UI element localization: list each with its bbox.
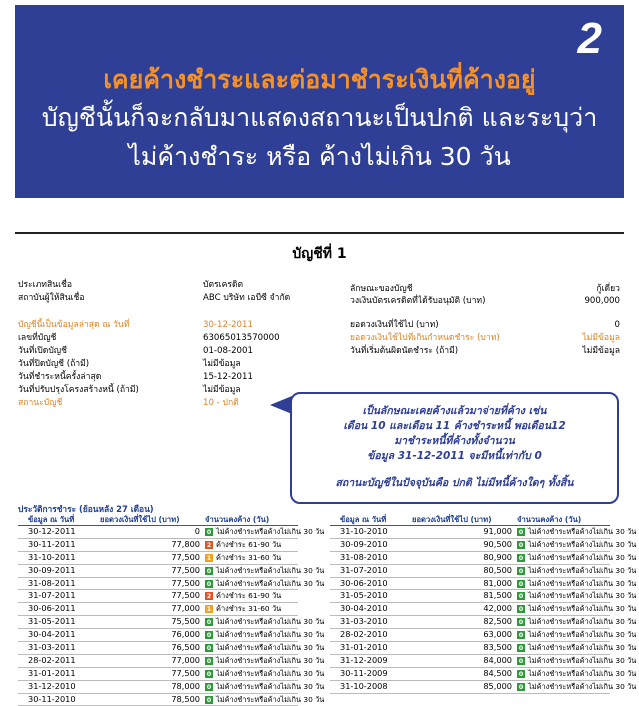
label-close-date: วันที่ปิดบัญชี (ถ้ามี) bbox=[18, 359, 90, 369]
row-amount: 76,500 bbox=[171, 642, 200, 653]
callout-line-2: เดือน 10 และเดือน 11 ค้างชำระหนี้ พอเดือน12 bbox=[343, 420, 566, 432]
status-code-badge: 2 bbox=[206, 540, 212, 549]
row-amount: 77,800 bbox=[171, 538, 200, 549]
row-status-text: ไม่ค้างชำระหรือค้างไม่เกิน 30 วัน bbox=[216, 655, 325, 665]
account-title: บัญชีที่ 1 bbox=[292, 246, 347, 262]
label-default-start: วันที่เริ่มต้นผิดนัดชำระ (ถ้ามี) bbox=[350, 346, 459, 356]
history-row bbox=[18, 629, 325, 642]
value-open-date: 01-08-2001 bbox=[203, 346, 253, 356]
row-date: 30-09-2011 bbox=[28, 564, 76, 575]
row-amount: 84,500 bbox=[483, 667, 512, 678]
row-status-text: ไม่ค้างชำระหรือค้างไม่เกิน 30 วัน bbox=[216, 617, 325, 627]
history-row bbox=[330, 667, 637, 681]
callout-line-5: สถานะบัญชีในปัจจุบันคือ ปกติ ไม่มีหนี้ค้างใดๆ ทั้งสิ้น bbox=[335, 477, 574, 489]
row-amount: 80,500 bbox=[483, 564, 512, 575]
status-code-badge: 0 bbox=[518, 540, 524, 549]
row-status-text: ไม่ค้างชำระหรือค้างไม่เกิน 30 วัน bbox=[528, 578, 637, 588]
row-status-text: ค้างชำระ 61-90 วัน bbox=[216, 539, 282, 549]
label-account-no: เลขที่บัญชี bbox=[18, 333, 57, 343]
history-row bbox=[330, 526, 637, 539]
row-status-text: ไม่ค้างชำระหรือค้างไม่เกิน 30 วัน bbox=[216, 527, 325, 536]
row-amount: 81,500 bbox=[483, 590, 512, 601]
banner-headline: เคยค้างชำระและต่อมาชำระเงินที่ค้างอยู่ bbox=[103, 65, 536, 94]
label-latest-date: บัญชีนี้เป็นข้อมูลล่าสุด ณ วันที่ bbox=[18, 320, 130, 330]
value-restructure: ไม่มีข้อมูล bbox=[203, 385, 241, 395]
row-date: 30-04-2010 bbox=[340, 603, 388, 614]
row-date: 31-05-2011 bbox=[28, 616, 76, 627]
row-amount: 84,000 bbox=[483, 654, 512, 665]
history-row bbox=[18, 616, 325, 629]
step-number: 2 bbox=[577, 14, 602, 63]
history-row bbox=[330, 564, 637, 578]
history-row bbox=[18, 539, 298, 552]
status-code-badge: 0 bbox=[206, 579, 212, 588]
row-status-text: ไม่ค้างชำระหรือค้างไม่เกิน 30 วัน bbox=[216, 578, 325, 588]
row-date: 30-09-2010 bbox=[340, 538, 388, 549]
row-status-text: ไม่ค้างชำระหรือค้างไม่เกิน 30 วัน bbox=[528, 668, 637, 678]
status-code-badge: 0 bbox=[518, 644, 524, 653]
value-product-type: บัตรเครดิต bbox=[203, 280, 244, 290]
row-status-text: ไม่ค้างชำระหรือค้างไม่เกิน 30 วัน bbox=[216, 681, 325, 691]
row-status-text: ไม่ค้างชำระหรือค้างไม่เกิน 30 วัน bbox=[528, 591, 637, 601]
history-row bbox=[18, 680, 325, 694]
history-row bbox=[18, 642, 325, 655]
callout-line-3: มาชำระหนี้ที่ค้างทั้งจำนวน bbox=[394, 435, 515, 447]
row-amount: 91,000 bbox=[483, 526, 512, 536]
row-date: 31-01-2011 bbox=[28, 667, 76, 678]
row-date: 31-10-2011 bbox=[28, 551, 76, 562]
history-header bbox=[18, 514, 298, 526]
history-row bbox=[330, 642, 637, 655]
history-row bbox=[18, 603, 298, 616]
row-amount: 77,500 bbox=[171, 577, 200, 588]
header-banner bbox=[15, 5, 624, 198]
history-table-right bbox=[330, 514, 637, 694]
status-code-badge: 0 bbox=[518, 618, 524, 627]
row-status-text: ไม่ค้างชำระหรือค้างไม่เกิน 30 วัน bbox=[528, 552, 637, 562]
status-code-badge: 0 bbox=[206, 669, 212, 678]
row-status-text: ไม่ค้างชำระหรือค้างไม่เกิน 30 วัน bbox=[216, 630, 325, 640]
header-status: จำนวนคงค้าง (วัน) bbox=[205, 515, 270, 524]
history-row bbox=[330, 654, 637, 668]
row-status-text: ค้างชำระ 61-90 วัน bbox=[216, 591, 282, 601]
row-amount: 75,500 bbox=[171, 616, 200, 627]
value-close-date: ไม่มีข้อมูล bbox=[203, 359, 241, 369]
status-code-badge: 0 bbox=[518, 579, 524, 588]
row-date: 31-10-2008 bbox=[340, 680, 388, 691]
explanation-callout bbox=[290, 392, 619, 504]
header-amount: ยอดวงเงินที่ใช้ไป (บาท) bbox=[100, 515, 180, 524]
row-status-text: ไม่ค้างชำระหรือค้างไม่เกิน 30 วัน bbox=[216, 565, 325, 575]
row-amount: 42,000 bbox=[483, 603, 512, 614]
header-amount: ยอดวงเงินที่ใช้ไป (บาท) bbox=[412, 515, 492, 524]
value-status: 10 - ปกติ bbox=[203, 398, 239, 408]
status-code-badge: 0 bbox=[206, 656, 212, 665]
status-code-badge: 0 bbox=[206, 528, 212, 536]
label-last-payment: วันที่ชำระหนี้ครั้งล่าสุด bbox=[18, 372, 102, 382]
value-account-no: 63065013570000 bbox=[203, 333, 280, 343]
row-date: 30-06-2010 bbox=[340, 577, 388, 588]
row-status-text: ไม่ค้างชำระหรือค้างไม่เกิน 30 วัน bbox=[528, 604, 637, 614]
status-code-badge: 0 bbox=[206, 695, 212, 704]
history-table-left bbox=[18, 514, 325, 706]
history-row bbox=[330, 577, 637, 591]
row-date: 31-10-2010 bbox=[340, 526, 388, 536]
label-overdue: ยอดวงเงินใช้ไปที่เกินกำหนดชำระ (บาท) bbox=[350, 333, 500, 343]
row-date: 31-03-2010 bbox=[340, 616, 388, 627]
label-restructure: วันที่ปรับปรุงโครงสร้างหนี้ (ถ้ามี) bbox=[18, 385, 139, 395]
status-code-badge: 0 bbox=[206, 631, 212, 640]
row-status-text: ไม่ค้างชำระหรือค้างไม่เกิน 30 วัน bbox=[528, 630, 637, 640]
row-amount: 77,000 bbox=[171, 654, 200, 665]
row-amount: 85,000 bbox=[483, 680, 512, 691]
row-status-text: ไม่ค้างชำระหรือค้างไม่เกิน 30 วัน bbox=[528, 527, 637, 536]
status-code-badge: 0 bbox=[518, 528, 524, 536]
history-row bbox=[18, 667, 325, 681]
row-status-text: ค้างชำระ 31-60 วัน bbox=[216, 552, 282, 562]
divider bbox=[15, 232, 624, 234]
callout-line-1: เป็นลักษณะเคยค้างแล้วมาจ่ายที่ค้าง เช่น bbox=[362, 405, 547, 417]
row-date: 31-12-2009 bbox=[340, 654, 388, 665]
row-date: 30-11-2010 bbox=[28, 693, 76, 704]
row-amount: 0 bbox=[194, 526, 200, 536]
header-date: ข้อมูล ณ วันที่ bbox=[28, 515, 75, 524]
row-date: 31-07-2011 bbox=[28, 590, 76, 601]
row-amount: 77,500 bbox=[171, 564, 200, 575]
status-code-badge: 0 bbox=[518, 656, 524, 665]
row-date: 30-04-2011 bbox=[28, 629, 76, 640]
history-row bbox=[330, 680, 637, 694]
row-date: 30-11-2011 bbox=[28, 538, 76, 549]
history-header bbox=[330, 514, 610, 526]
row-amount: 82,500 bbox=[483, 616, 512, 627]
status-code-badge: 0 bbox=[206, 644, 212, 653]
status-code-badge: 0 bbox=[518, 566, 524, 575]
row-amount: 83,500 bbox=[483, 642, 512, 653]
status-code-badge: 0 bbox=[206, 682, 212, 691]
row-date: 28-02-2011 bbox=[28, 654, 76, 665]
history-row bbox=[330, 590, 637, 603]
row-status-text: ไม่ค้างชำระหรือค้างไม่เกิน 30 วัน bbox=[528, 643, 637, 653]
status-code-badge: 0 bbox=[518, 631, 524, 640]
header-status: จำนวนคงค้าง (วัน) bbox=[517, 515, 582, 524]
history-row bbox=[18, 577, 325, 591]
history-row bbox=[18, 590, 298, 603]
status-code-badge: 0 bbox=[518, 553, 524, 562]
callout-line-4: ข้อมูล 31-12-2011 จะมีหนี้เท่ากับ 0 bbox=[367, 450, 542, 462]
row-amount: 77,500 bbox=[171, 551, 200, 562]
value-latest-date: 30-12-2011 bbox=[203, 320, 253, 330]
row-status-text: ไม่ค้างชำระหรือค้างไม่เกิน 30 วัน bbox=[528, 565, 637, 575]
row-status-text: ไม่ค้างชำระหรือค้างไม่เกิน 30 วัน bbox=[216, 643, 325, 653]
row-date: 31-08-2011 bbox=[28, 577, 76, 588]
label-product-type: ประเภทสินเชื่อ bbox=[18, 280, 73, 290]
row-status-text: ไม่ค้างชำระหรือค้างไม่เกิน 30 วัน bbox=[216, 668, 325, 678]
history-row bbox=[18, 564, 325, 578]
row-date: 30-11-2009 bbox=[340, 667, 388, 678]
status-code-badge: 2 bbox=[206, 592, 212, 601]
row-amount: 80,900 bbox=[483, 551, 512, 562]
row-status-text: ค้างชำระ 31-60 วัน bbox=[216, 604, 282, 614]
row-amount: 81,000 bbox=[483, 577, 512, 588]
row-status-text: ไม่ค้างชำระหรือค้างไม่เกิน 30 วัน bbox=[216, 694, 325, 704]
row-date: 30-06-2011 bbox=[28, 603, 76, 614]
row-amount: 90,500 bbox=[483, 538, 512, 549]
header-date: ข้อมูล ณ วันที่ bbox=[340, 515, 387, 524]
label-credit-limit: วงเงินบัตรเครดิตที่ได้รับอนุมัติ (บาท) bbox=[350, 296, 486, 306]
history-row bbox=[330, 629, 637, 642]
history-row bbox=[18, 526, 325, 539]
row-date: 31-07-2010 bbox=[340, 564, 388, 575]
history-title: ประวัติการชำระ (ย้อนหลัง 27 เดือน) bbox=[18, 504, 154, 514]
status-code-badge: 1 bbox=[206, 553, 212, 562]
label-balance: ยอดวงเงินที่ใช้ไป (บาท) bbox=[350, 320, 439, 330]
status-code-badge: 1 bbox=[206, 605, 212, 614]
row-status-text: ไม่ค้างชำระหรือค้างไม่เกิน 30 วัน bbox=[528, 539, 637, 549]
history-row bbox=[18, 693, 325, 706]
label-lender: สถาบันผู้ให้สินเชื่อ bbox=[18, 293, 85, 303]
value-lender: ABC บริษัท เอบีซี จำกัด bbox=[203, 293, 291, 303]
history-row bbox=[330, 551, 637, 565]
row-date: 31-05-2010 bbox=[340, 590, 388, 601]
banner-subline-1: บัญชีนั้นก็จะกลับมาแสดงสถานะเป็นปกติ และระบุว่า bbox=[41, 103, 598, 132]
callout-pointer bbox=[270, 396, 292, 414]
row-amount: 77,500 bbox=[171, 667, 200, 678]
history-row bbox=[330, 538, 637, 552]
label-account-type: ลักษณะของบัญชี bbox=[350, 284, 413, 294]
row-amount: 77,500 bbox=[171, 590, 200, 601]
history-row bbox=[18, 654, 325, 668]
row-date: 28-02-2010 bbox=[340, 629, 388, 640]
row-status-text: ไม่ค้างชำระหรือค้างไม่เกิน 30 วัน bbox=[528, 655, 637, 665]
row-amount: 76,000 bbox=[171, 629, 200, 640]
history-row bbox=[330, 616, 637, 629]
value-credit-limit: 900,000 bbox=[584, 296, 620, 306]
row-date: 31-01-2010 bbox=[340, 642, 388, 653]
value-default-start: ไม่มีข้อมูล bbox=[582, 346, 620, 356]
status-code-badge: 0 bbox=[518, 605, 524, 614]
row-status-text: ไม่ค้างชำระหรือค้างไม่เกิน 30 วัน bbox=[528, 681, 637, 691]
status-code-badge: 0 bbox=[518, 669, 524, 678]
label-open-date: วันที่เปิดบัญชี bbox=[18, 346, 67, 356]
status-code-badge: 0 bbox=[206, 566, 212, 575]
row-status-text: ไม่ค้างชำระหรือค้างไม่เกิน 30 วัน bbox=[528, 617, 637, 627]
value-balance: 0 bbox=[614, 320, 620, 330]
value-last-payment: 15-12-2011 bbox=[203, 372, 253, 382]
banner-subline-2: ไม่ค้างชำระ หรือ ค้างไม่เกิน 30 วัน bbox=[128, 142, 511, 171]
row-date: 31-12-2010 bbox=[28, 680, 76, 691]
row-amount: 78,000 bbox=[171, 680, 200, 691]
row-amount: 77,000 bbox=[171, 603, 200, 614]
row-date: 31-03-2011 bbox=[28, 642, 76, 653]
label-status: สถานะบัญชี bbox=[18, 398, 63, 408]
row-amount: 63,000 bbox=[483, 629, 512, 640]
status-code-badge: 0 bbox=[206, 618, 212, 627]
row-date: 30-12-2011 bbox=[28, 526, 76, 536]
history-row bbox=[18, 552, 298, 565]
value-overdue: ไม่มีข้อมูล bbox=[582, 333, 620, 343]
row-date: 31-08-2010 bbox=[340, 551, 388, 562]
history-row bbox=[330, 603, 637, 616]
status-code-badge: 0 bbox=[518, 592, 524, 601]
status-code-badge: 0 bbox=[518, 682, 524, 691]
row-amount: 78,500 bbox=[171, 693, 200, 704]
value-account-type: กู้เดี่ยว bbox=[596, 284, 620, 294]
